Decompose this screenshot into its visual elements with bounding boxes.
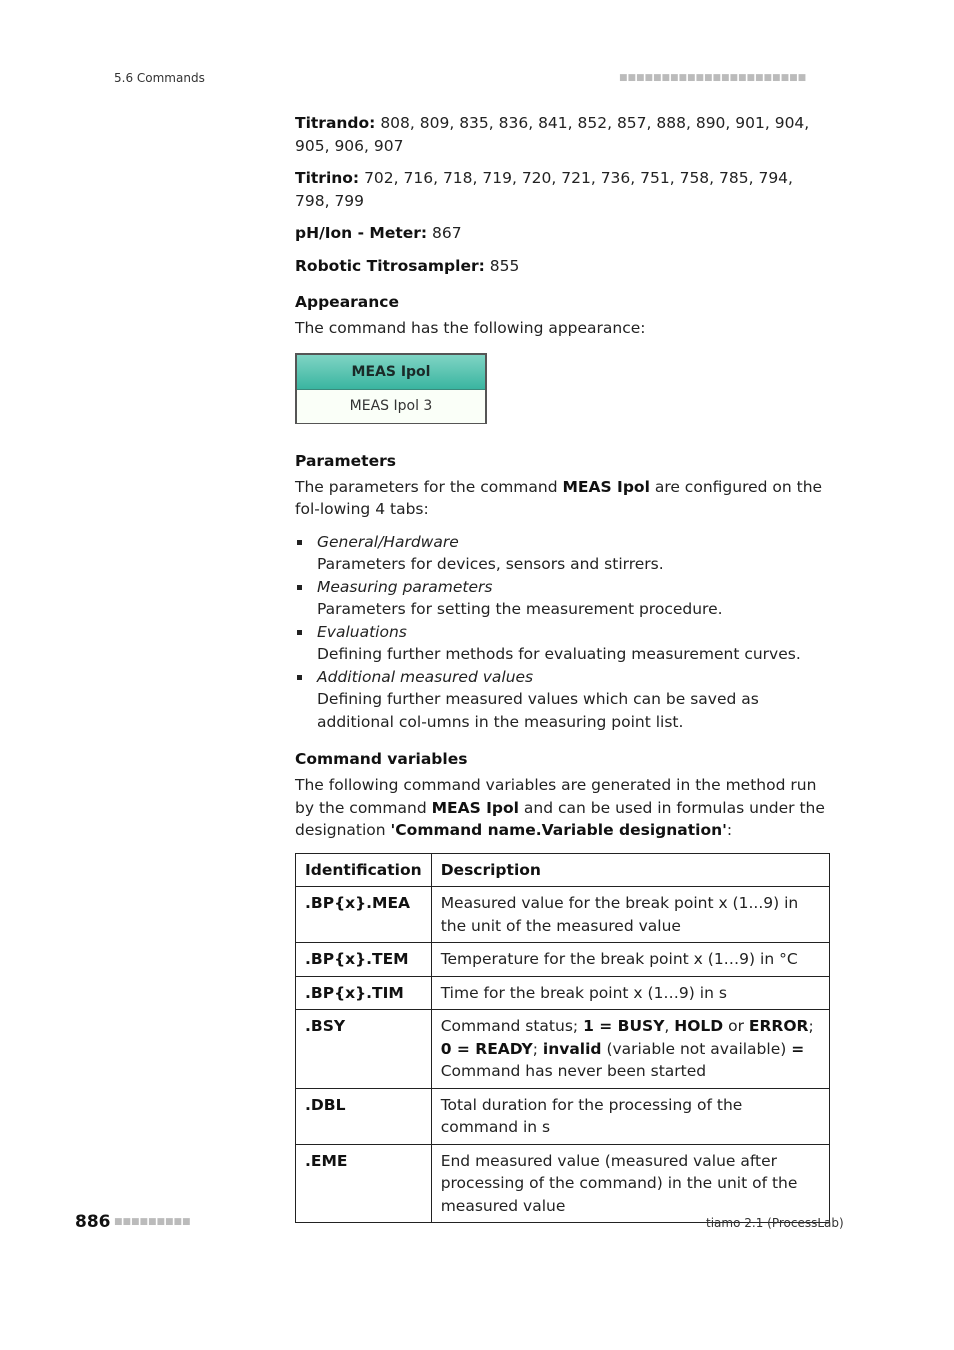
- table-header-row: [296, 853, 830, 887]
- command-variables-text: The following command variables are generated in the method run by the command MEAS Ipol and can be used in formulas under the designation 'Command name.Variable designation':: [295, 776, 825, 839]
- variable-id: .BP{x}.MEA: [296, 887, 432, 943]
- variable-id: .DBL: [296, 1088, 432, 1144]
- footer-product: tiamo 2.1 (ProcessLab): [706, 1216, 844, 1230]
- variable-desc: Time for the break point x (1…9) in s: [431, 976, 829, 1010]
- running-header-dots: ■■■■■■■■■■■■■■■■■■■■■■: [619, 73, 807, 83]
- table-row: [296, 887, 830, 943]
- bullet-icon: [297, 585, 302, 590]
- device-titrando: Titrando: 808, 809, 835, 836, 841, 852, 857, 888, 890, 901, 904, 905, 906, 907: [295, 114, 810, 155]
- parameters-text: The parameters for the command MEAS Ipol are configured on the fol-lowing 4 tabs:: [295, 477, 823, 518]
- command-appearance-box: [295, 353, 487, 424]
- table-row: [296, 1088, 830, 1144]
- variable-desc: Temperature for the break point x (1…9) in °C: [431, 943, 829, 977]
- appearance-text: The command has the following appearance:: [295, 319, 646, 337]
- table-row: [296, 1010, 830, 1089]
- variable-desc: Command status; 1 = BUSY, HOLD or ERROR; 0 = READY; invalid (variable not available) = Command has never been started: [431, 1010, 829, 1089]
- footer-dots: ■■■■■■■■■: [114, 1217, 191, 1227]
- bullet-icon: [297, 630, 302, 635]
- command-name: MEAS Ipol 3: [297, 390, 485, 423]
- parameters-heading: Parameters: [295, 451, 396, 470]
- parameter-tabs-list: [295, 531, 830, 734]
- table-row: [296, 976, 830, 1010]
- list-item: Evaluations Defining further methods for evaluating measurement curves.: [295, 621, 830, 666]
- variable-desc: Measured value for the break point x (1...9) in the unit of the measured value: [431, 887, 829, 943]
- list-item: Measuring parameters Parameters for setting the measurement procedure.: [295, 576, 830, 621]
- bullet-icon: [297, 540, 302, 545]
- column-header-description: Description: [431, 853, 829, 887]
- variable-id: .EME: [296, 1144, 432, 1223]
- command-variables-table: [295, 853, 830, 1224]
- command-variables-heading: Command variables: [295, 750, 468, 768]
- variable-desc: End measured value (measured value after processing of the command) in the unit of the measured value: [431, 1144, 829, 1223]
- table-row: [296, 943, 830, 977]
- table-row: [296, 1144, 830, 1223]
- variable-id: .BSY: [296, 1010, 432, 1089]
- list-item: General/Hardware Parameters for devices, sensors and stirrers.: [295, 531, 830, 576]
- column-header-identification: Identification: [296, 853, 432, 887]
- variable-id: .BP{x}.TIM: [296, 976, 432, 1010]
- variable-desc: Total duration for the processing of the command in s: [431, 1088, 829, 1144]
- list-item: Additional measured values Defining further measured values which can be saved as additional col-umns in the measuring point list.: [295, 666, 830, 734]
- command-title: MEAS Ipol: [297, 355, 485, 390]
- device-robotic-titrosampler: Robotic Titrosampler: 855: [295, 256, 520, 275]
- main-content: [295, 112, 830, 1223]
- running-header-section: 5.6 Commands: [114, 71, 205, 85]
- device-titrino: Titrino: 702, 716, 718, 719, 720, 721, 736, 751, 758, 785, 794, 798, 799: [295, 169, 793, 210]
- appearance-heading: Appearance: [295, 293, 399, 311]
- bullet-icon: [297, 675, 302, 680]
- device-ph-ion-meter: pH/Ion - Meter: 867: [295, 224, 462, 242]
- page-number: 886: [75, 1212, 111, 1232]
- variable-id: .BP{x}.TEM: [296, 943, 432, 977]
